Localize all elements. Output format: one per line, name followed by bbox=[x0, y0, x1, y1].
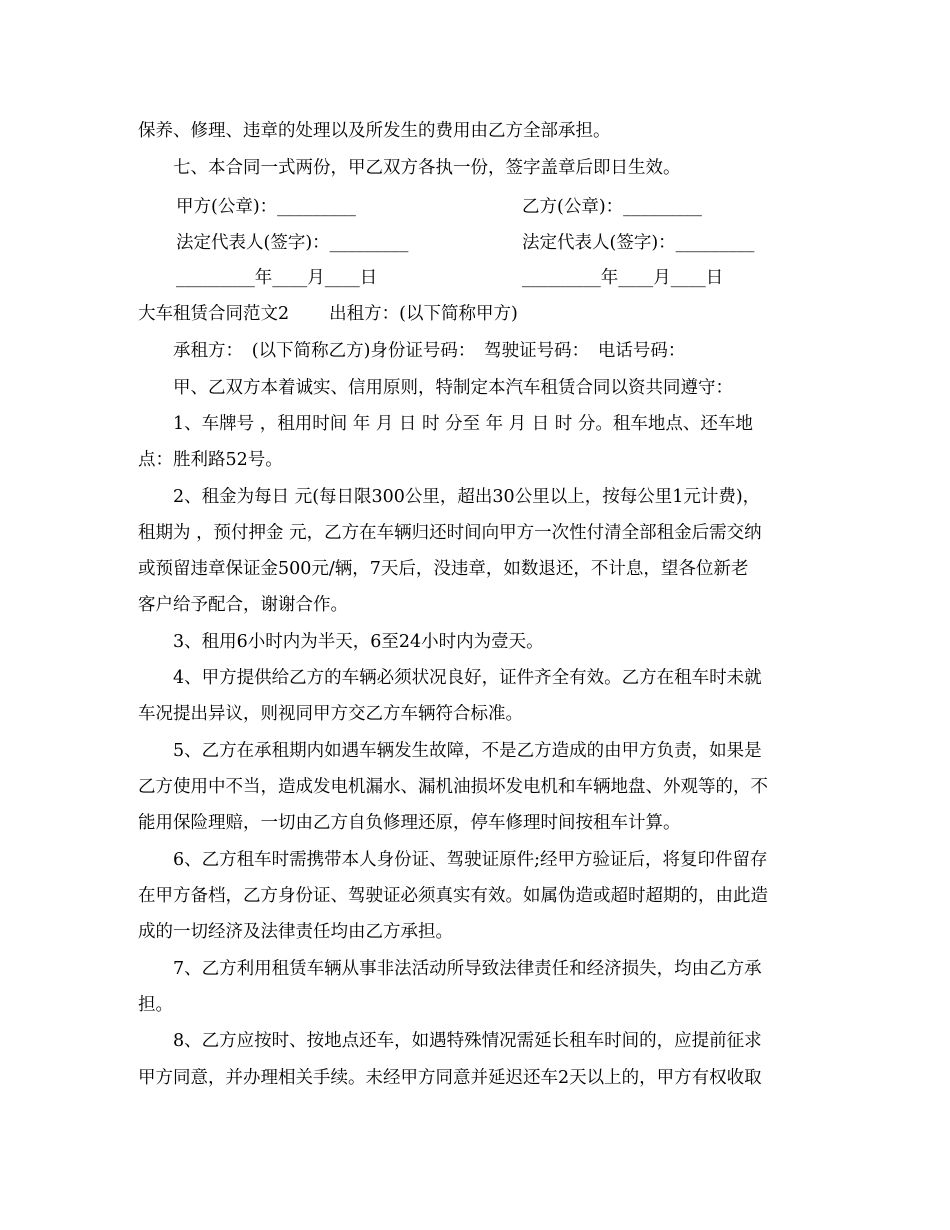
text-line: 5、乙方在承租期内如遇车辆发生故障，不是乙方造成的由甲方负责，如果是 bbox=[138, 741, 762, 761]
text-line: 承租方： (以下简称乙方)身份证号码： 驾驶证号码： 电话号码： bbox=[138, 341, 686, 361]
text-line: 成的一切经济及法律责任均由乙方承担。 bbox=[138, 922, 453, 942]
text-line: 3、租用6小时内为半天，6至24小时内为壹天。 bbox=[138, 632, 544, 652]
text-line: 车况提出异议，则视同甲方交乙方车辆符合标准。 bbox=[138, 704, 523, 724]
text-line: 8、乙方应按时、按地点还车，如遇特殊情况需延长租车时间的，应提前征求 bbox=[138, 1031, 762, 1051]
section-header bbox=[138, 302, 818, 326]
text-line: 担。 bbox=[138, 995, 173, 1015]
text-line: 6、乙方租车时需携带本人身份证、驾驶证原件;经甲方验证后，将复印件留存 bbox=[138, 850, 768, 870]
text-line: 点：胜利路52号。 bbox=[138, 450, 283, 470]
section-title: 大车租赁合同范文2 bbox=[138, 304, 290, 324]
party-b-date: _________年____月____日 bbox=[522, 268, 724, 288]
text-line: 4、甲方提供给乙方的车辆必须状况良好，证件齐全有效。乙方在租车时未就 bbox=[138, 668, 762, 688]
text-line: 或预留违章保证金500元/辆，7天后，没违章，如数退还，不计息，望各位新老 bbox=[138, 559, 749, 579]
text-line: 客户给予配合，谢谢合作。 bbox=[138, 595, 348, 615]
party-b-seal: 乙方(公章)：_________ bbox=[522, 197, 702, 217]
text-line: 7、乙方利用租赁车辆从事非法活动所导致法律责任和经济损失，均由乙方承 bbox=[138, 959, 762, 979]
text-line: 甲、乙双方本着诚实、信用原则，特制定本汽车租赁合同以资共同遵守： bbox=[138, 378, 733, 398]
text-line: 1、车牌号 ，租用时间 年 月 日 时 分至 年 月 日 时 分。租车地点、还车地 bbox=[138, 414, 753, 434]
text-line: 在甲方备档，乙方身份证、驾驶证必须真实有效。如属伪造或超时超期的，由此造 bbox=[138, 886, 768, 906]
text-line: 乙方使用中不当，造成发电机漏水、漏机油损坏发电机和车辆地盘、外观等的，不 bbox=[138, 777, 768, 797]
text-line: 租期为 ，预付押金 元，乙方在车辆归还时间向甲方一次性付清全部租金后需交纳 bbox=[138, 523, 762, 543]
party-a-date: _________年____月____日 bbox=[176, 268, 378, 288]
party-a-seal: 甲方(公章)：_________ bbox=[176, 197, 356, 217]
party-a-representative: 法定代表人(签字)：_________ bbox=[176, 233, 409, 253]
lessor-label: 出租方：(以下简称甲方) bbox=[329, 304, 518, 324]
text-line: 能用保险理赔，一切由乙方自负修理还原，停车修理时间按租车计算。 bbox=[138, 813, 681, 833]
text-line: 2、租金为每日 元(每日限300公里，超出30公里以上，按每公里1元计费)， bbox=[138, 487, 761, 507]
text-line: 甲方同意，并办理相关手续。未经甲方同意并延迟还车2天以上的，甲方有权收取 bbox=[138, 1068, 762, 1088]
text-line: 七、本合同一式两份，甲乙双方各执一份，签字盖章后即日生效。 bbox=[138, 158, 681, 178]
party-b-representative: 法定代表人(签字)：_________ bbox=[522, 233, 755, 253]
text-line: 保养、修理、违章的处理以及所发生的费用由乙方全部承担。 bbox=[138, 121, 611, 141]
